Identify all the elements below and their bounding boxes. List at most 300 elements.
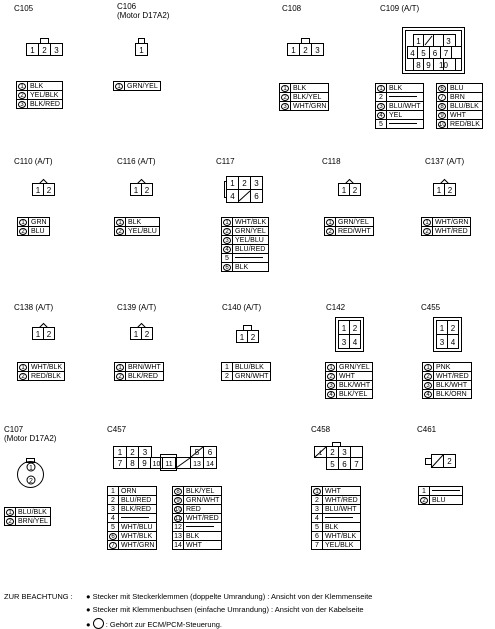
c457-cell: 14 — [206, 461, 214, 468]
table-row — [280, 93, 329, 102]
c137-pin-table — [421, 217, 471, 236]
wire-color: WHT/RED — [323, 496, 361, 505]
terminal-circle-icon: 1 — [19, 219, 27, 226]
table-row — [222, 218, 269, 227]
c118-pin-table — [324, 217, 374, 236]
terminal-circle-icon: 4 — [377, 112, 385, 119]
c457-pin-table — [107, 486, 157, 550]
notes-label: ZUR BEACHTUNG : — [4, 592, 73, 601]
c461-title: C461 — [417, 425, 437, 434]
c105-cell: 1 — [30, 46, 35, 55]
c142-pin-table — [325, 362, 373, 399]
pin-number — [326, 390, 337, 399]
table-row — [437, 102, 483, 111]
table-row — [222, 263, 269, 272]
table-row — [312, 541, 361, 550]
wire-color: GRN/YEL — [336, 218, 374, 227]
note-ecm: ● : Gehört zur ECM/PCM-Steuerung. — [86, 620, 223, 629]
c138-cell: 2 — [46, 330, 52, 339]
c109-title: C109 (A/T) — [380, 4, 420, 13]
wire-color: BLK/YEL — [337, 390, 373, 399]
pin-number — [115, 372, 126, 381]
pin-number — [115, 363, 126, 372]
c116-title: C116 (A/T) — [117, 157, 156, 166]
pin-number: 7 — [312, 541, 323, 550]
table-row — [173, 505, 222, 514]
pin-number — [423, 372, 434, 381]
pin-number: 5 — [312, 523, 323, 532]
wire-color: WHT/BLK — [29, 363, 65, 372]
wire-color — [184, 523, 222, 532]
wire-color: BLU — [448, 84, 483, 93]
c109-pin-table — [375, 83, 424, 129]
wire-color: WHT/BLK — [323, 532, 361, 541]
table-row — [312, 496, 361, 505]
c108-cell: 2 — [303, 46, 308, 55]
c455-cell: 3 — [439, 338, 445, 347]
table-row — [222, 236, 269, 245]
c461-cell: 2 — [447, 457, 452, 466]
c457-pin-table — [172, 486, 222, 550]
terminal-circle-icon: 2 — [420, 497, 428, 504]
c107-title: C107 — [4, 425, 24, 434]
pin-number: 3 — [312, 505, 323, 514]
wire-color: WHT — [448, 111, 483, 120]
c110-pin-table — [17, 217, 50, 236]
pin-number — [17, 100, 28, 109]
pin-number — [376, 111, 387, 120]
pin-number — [5, 517, 16, 526]
table-row — [222, 363, 271, 372]
wire-color: BLK — [291, 84, 329, 93]
pin-number — [173, 487, 184, 496]
terminal-circle-icon: 2 — [327, 373, 335, 380]
pin-number — [422, 227, 433, 236]
terminal-circle-icon: 6 — [223, 264, 231, 271]
c457-cell: 6 — [207, 448, 213, 457]
wire-color: BLK — [126, 218, 160, 227]
terminal-circle-icon: 1 — [116, 219, 124, 226]
terminal-circle-icon: 1 — [116, 364, 124, 371]
terminal-circle-icon: 2 — [18, 92, 26, 99]
wire-color: ORN — [119, 487, 157, 496]
table-row — [280, 84, 329, 93]
c455-pin-table — [422, 362, 472, 399]
c140-cell: 2 — [250, 333, 256, 342]
c110-cell: 1 — [35, 186, 41, 195]
pin-number — [437, 111, 448, 120]
pin-number: 4 — [312, 514, 323, 523]
wire-color: GRN/YEL — [125, 82, 161, 91]
c138-pin-table — [17, 362, 65, 381]
pin-number — [280, 102, 291, 111]
c457-cell: 3 — [142, 448, 148, 457]
wire-color: BLU/RED — [233, 245, 269, 254]
table-row — [437, 93, 483, 102]
c109-cell: 10 — [439, 61, 448, 70]
pin-number — [376, 102, 387, 111]
terminal-circle-icon: 2 — [423, 228, 431, 235]
c458-cell-1: 1 — [318, 451, 323, 457]
wire-color: YEL/BLK — [28, 91, 63, 100]
wire-color: GRN/YEL — [337, 363, 373, 372]
pin-number: 5 — [222, 254, 233, 263]
c109-cell: 3 — [446, 37, 451, 46]
pin-number — [115, 227, 126, 236]
pin-number: 13 — [174, 532, 182, 540]
table-row — [115, 218, 160, 227]
terminal-circle-icon: 10 — [439, 121, 446, 128]
pin-number — [108, 541, 119, 550]
wire-color — [387, 93, 424, 102]
pin-number — [18, 363, 29, 372]
wire-color: BLK/YEL — [291, 93, 329, 102]
pin-number: 1 — [419, 487, 430, 496]
unused-dash-icon — [121, 517, 149, 518]
wire-color: BLK — [28, 82, 63, 91]
c116-pin-table — [114, 217, 160, 236]
note-line2: Stecker mit Klemmenbuchsen (einfache Umrandung) : Ansicht von der Kabelseite — [92, 605, 364, 614]
c457-cell: 11 — [165, 461, 173, 468]
c455-title: C455 — [421, 303, 441, 312]
c108-cell: 1 — [291, 46, 296, 55]
table-row — [222, 227, 269, 236]
wire-color: BLK — [387, 84, 424, 93]
terminal-circle-icon: 7 — [109, 542, 117, 549]
wire-color: WHT/RED — [434, 372, 472, 381]
terminal-circle-icon: 9 — [438, 112, 446, 119]
wire-color — [233, 254, 269, 263]
c458-cell: 2 — [330, 448, 335, 457]
c458-cell: 3 — [342, 448, 347, 457]
wire-color: YEL/BLU — [126, 227, 160, 236]
wire-color — [430, 487, 463, 496]
c117-cell: 4 — [230, 192, 235, 201]
c458-cell: 7 — [354, 460, 359, 469]
table-row — [376, 84, 424, 93]
c117-cell: 1 — [230, 179, 235, 188]
terminal-circle-icon: 1 — [326, 219, 334, 226]
terminal-circle-icon: 6 — [438, 85, 446, 92]
table-row — [114, 82, 161, 91]
c108-pin-table — [279, 83, 329, 111]
c142-face — [336, 318, 364, 352]
terminal-circle-icon: 1 — [423, 219, 431, 226]
table-row — [115, 372, 164, 381]
c109-cell: 9 — [426, 61, 431, 70]
terminal-circle-icon: 4 — [327, 391, 335, 398]
c110-cell: 2 — [46, 186, 52, 195]
terminal-circle-icon: 7 — [438, 94, 446, 101]
c107-cell: 2 — [29, 478, 33, 485]
pin-number — [173, 505, 184, 514]
terminal-circle-icon: 3 — [18, 101, 26, 108]
terminal-circle-icon: 9 — [174, 497, 182, 504]
table-row — [222, 372, 271, 381]
terminal-circle-icon: 11 — [175, 515, 182, 522]
pin-number — [419, 496, 430, 505]
wire-color: BLK/ORN — [434, 390, 472, 399]
c138-title: C138 (A/T) — [14, 303, 54, 312]
terminal-circle-icon: 1 — [313, 488, 321, 495]
c105-title: C105 — [14, 4, 34, 13]
pin-number: 14 — [174, 541, 182, 549]
terminal-circle-icon: 2 — [19, 228, 27, 235]
pin-number — [115, 218, 126, 227]
pin-number — [280, 93, 291, 102]
c142-cell: 4 — [352, 338, 358, 347]
pin-number — [114, 82, 125, 91]
c107-cell: 1 — [29, 465, 33, 472]
terminal-circle-icon: 2 — [424, 373, 432, 380]
table-row — [325, 218, 374, 227]
c118-title: C118 — [322, 157, 341, 166]
terminal-circle-icon: 1 — [377, 85, 385, 92]
pin-number — [376, 84, 387, 93]
wire-color: BLK/WHT — [337, 381, 373, 390]
wire-color: GRN — [29, 218, 50, 227]
wire-color: BLU — [29, 227, 50, 236]
c107-pin-table — [4, 507, 51, 526]
c142-cell: 2 — [352, 324, 358, 333]
pin-number — [173, 514, 184, 523]
c140-title: C140 (A/T) — [222, 303, 262, 312]
c455-cell: 1 — [439, 324, 445, 333]
wire-color: WHT/BLU — [119, 523, 157, 532]
wire-color: GRN/WHT — [184, 496, 222, 505]
c457-cell: 9 — [142, 459, 147, 468]
pin-number — [222, 263, 233, 272]
pin-number — [437, 84, 448, 93]
table-row — [173, 541, 222, 550]
table-row — [419, 496, 463, 505]
table-row — [173, 532, 222, 541]
c142-title: C142 — [326, 303, 346, 312]
table-row — [437, 84, 483, 93]
wire-color: WHT/GRN — [119, 541, 157, 550]
pin-number — [437, 120, 448, 129]
table-row — [376, 93, 424, 102]
table-row — [222, 245, 269, 254]
wire-color: WHT/BLK — [119, 532, 157, 541]
c140-pin-table — [221, 362, 271, 381]
pin-number — [173, 496, 184, 505]
table-row — [173, 514, 222, 523]
c106-subtitle: (Motor D17A2) — [117, 11, 170, 20]
wire-color: WHT/RED — [184, 514, 222, 523]
wire-color: WHT — [323, 487, 361, 496]
table-row — [437, 120, 483, 129]
c109-cell: 8 — [416, 61, 421, 70]
pin-number — [325, 227, 336, 236]
pin-number — [222, 227, 233, 236]
pin-number — [437, 102, 448, 111]
wire-color: BLU/WHT — [387, 102, 424, 111]
c455-cell: 2 — [450, 324, 456, 333]
pin-number: 6 — [312, 532, 323, 541]
pin-number — [325, 218, 336, 227]
c140-cell: 1 — [239, 333, 245, 342]
c110-title: C110 (A/T) — [14, 157, 53, 166]
pin-number: 4 — [108, 514, 119, 523]
terminal-circle-icon: 1 — [19, 364, 27, 371]
terminal-circle-icon: 1 — [115, 83, 123, 90]
table-row — [108, 505, 157, 514]
pin-number: 2 — [312, 496, 323, 505]
wire-color: BRN — [448, 93, 483, 102]
table-row — [422, 227, 471, 236]
terminal-circle-icon: 1 — [6, 509, 14, 516]
c461-pin-table — [418, 486, 463, 505]
c457-cell: 5 — [194, 448, 200, 457]
terminal-circle-icon: 3 — [377, 103, 385, 110]
terminal-circle-icon: 2 — [116, 373, 124, 380]
terminal-circle-icon: 3 — [327, 382, 335, 389]
pin-number: 3 — [108, 505, 119, 514]
c455-cell: 4 — [450, 338, 456, 347]
wire-color: GRN/WHT — [233, 372, 271, 381]
wire-color: BLU/BLK — [16, 508, 51, 517]
wire-color: BLU/WHT — [323, 505, 361, 514]
c117-pin-table — [221, 217, 269, 272]
c105-cell: 2 — [42, 46, 47, 55]
pin-number — [222, 245, 233, 254]
terminal-circle-icon: 1 — [424, 364, 432, 371]
wire-color — [119, 514, 157, 523]
table-row — [312, 523, 361, 532]
table-row — [312, 487, 361, 496]
table-row — [326, 381, 373, 390]
table-row — [326, 363, 373, 372]
wire-color: RED/BLK — [448, 120, 483, 129]
pin-number — [18, 372, 29, 381]
pin-number — [423, 390, 434, 399]
pin-number: 12 — [174, 523, 182, 531]
c105-pin-table — [16, 81, 63, 109]
pin-number — [423, 381, 434, 390]
c117-title: C117 — [216, 157, 235, 166]
terminal-circle-icon: 10 — [175, 506, 182, 513]
wire-color: YEL/BLK — [323, 541, 361, 550]
table-row — [312, 532, 361, 541]
table-row — [222, 254, 269, 263]
pin-number — [312, 487, 323, 496]
wire-color: WHT/GRN — [433, 218, 471, 227]
wire-color: YEL — [387, 111, 424, 120]
wire-color: PNK — [434, 363, 472, 372]
c137-title: C137 (A/T) — [425, 157, 465, 166]
c118-cell: 2 — [352, 186, 358, 195]
pin-number — [422, 218, 433, 227]
pin-number: 1 — [222, 363, 233, 372]
table-row — [18, 372, 65, 381]
table-row — [326, 372, 373, 381]
table-row — [115, 363, 164, 372]
table-row — [376, 102, 424, 111]
c458-title: C458 — [311, 425, 331, 434]
c117-cell: 2 — [242, 179, 247, 188]
pin-number — [222, 218, 233, 227]
c455-face — [434, 318, 462, 352]
table-row — [437, 111, 483, 120]
table-row — [312, 505, 361, 514]
table-row — [108, 514, 157, 523]
wire-color: BRN/YEL — [16, 517, 51, 526]
c139-cell: 2 — [144, 330, 150, 339]
wire-color: BRN/WHT — [126, 363, 164, 372]
table-row — [17, 82, 63, 91]
c139-cell: 1 — [133, 330, 139, 339]
c457-cell: 8 — [130, 459, 135, 468]
table-row — [173, 523, 222, 532]
terminal-circle-icon: 2 — [223, 228, 231, 235]
circle-icon — [93, 618, 104, 629]
terminal-circle-icon: 8 — [174, 488, 182, 495]
c117-cell: 3 — [254, 179, 259, 188]
c138-cell: 1 — [35, 330, 41, 339]
unused-dash-icon — [389, 123, 417, 124]
c109-cell: 6 — [432, 49, 438, 58]
c106-cell: 1 — [139, 46, 144, 55]
pin-number — [326, 372, 337, 381]
table-row — [17, 91, 63, 100]
table-row — [18, 227, 50, 236]
pin-number — [437, 93, 448, 102]
note-wire-side: ● Stecker mit Klemmenbuchsen (einfache Umrandung) : Ansicht von der Kabelseite — [86, 605, 364, 614]
terminal-circle-icon: 2 — [326, 228, 334, 235]
terminal-circle-icon: 6 — [109, 533, 117, 540]
table-row — [108, 532, 157, 541]
table-row — [18, 218, 50, 227]
table-row — [108, 487, 157, 496]
wire-color: BLU — [430, 496, 463, 505]
table-row — [423, 390, 472, 399]
table-row — [5, 517, 51, 526]
terminal-circle-icon: 8 — [438, 103, 446, 110]
wire-color: BLK — [323, 523, 361, 532]
table-row — [108, 541, 157, 550]
c108-cell: 3 — [315, 46, 320, 55]
c109-pin-table — [436, 83, 483, 129]
c117-cell: 6 — [254, 192, 259, 201]
wire-color — [387, 120, 424, 129]
wire-color — [323, 514, 361, 523]
terminal-circle-icon: 1 — [223, 219, 231, 226]
pin-number — [423, 363, 434, 372]
unused-dash-icon — [389, 96, 417, 97]
c137-cell: 1 — [436, 186, 442, 195]
terminal-circle-icon: 4 — [223, 246, 231, 253]
table-row — [376, 111, 424, 120]
table-row — [423, 363, 472, 372]
table-row — [5, 508, 51, 517]
c457-cell: 10 — [152, 461, 161, 468]
terminal-circle-icon: 3 — [424, 382, 432, 389]
pin-number: 5 — [376, 120, 387, 129]
table-row — [17, 100, 63, 109]
wire-color: YEL/BLU — [233, 236, 269, 245]
terminal-circle-icon: 2 — [116, 228, 124, 235]
note-line3: : Gehört zur ECM/PCM-Steuerung. — [105, 620, 223, 629]
wire-color: WHT — [337, 372, 373, 381]
unused-dash-icon — [432, 490, 460, 491]
c107-subtitle: (Motor D17A2) — [4, 434, 57, 443]
pin-number: 2 — [108, 496, 119, 505]
wire-color: WHT/BLK — [233, 218, 269, 227]
wire-color: GRN/YEL — [233, 227, 269, 236]
table-row — [376, 120, 424, 129]
terminal-circle-icon: 2 — [6, 518, 14, 525]
